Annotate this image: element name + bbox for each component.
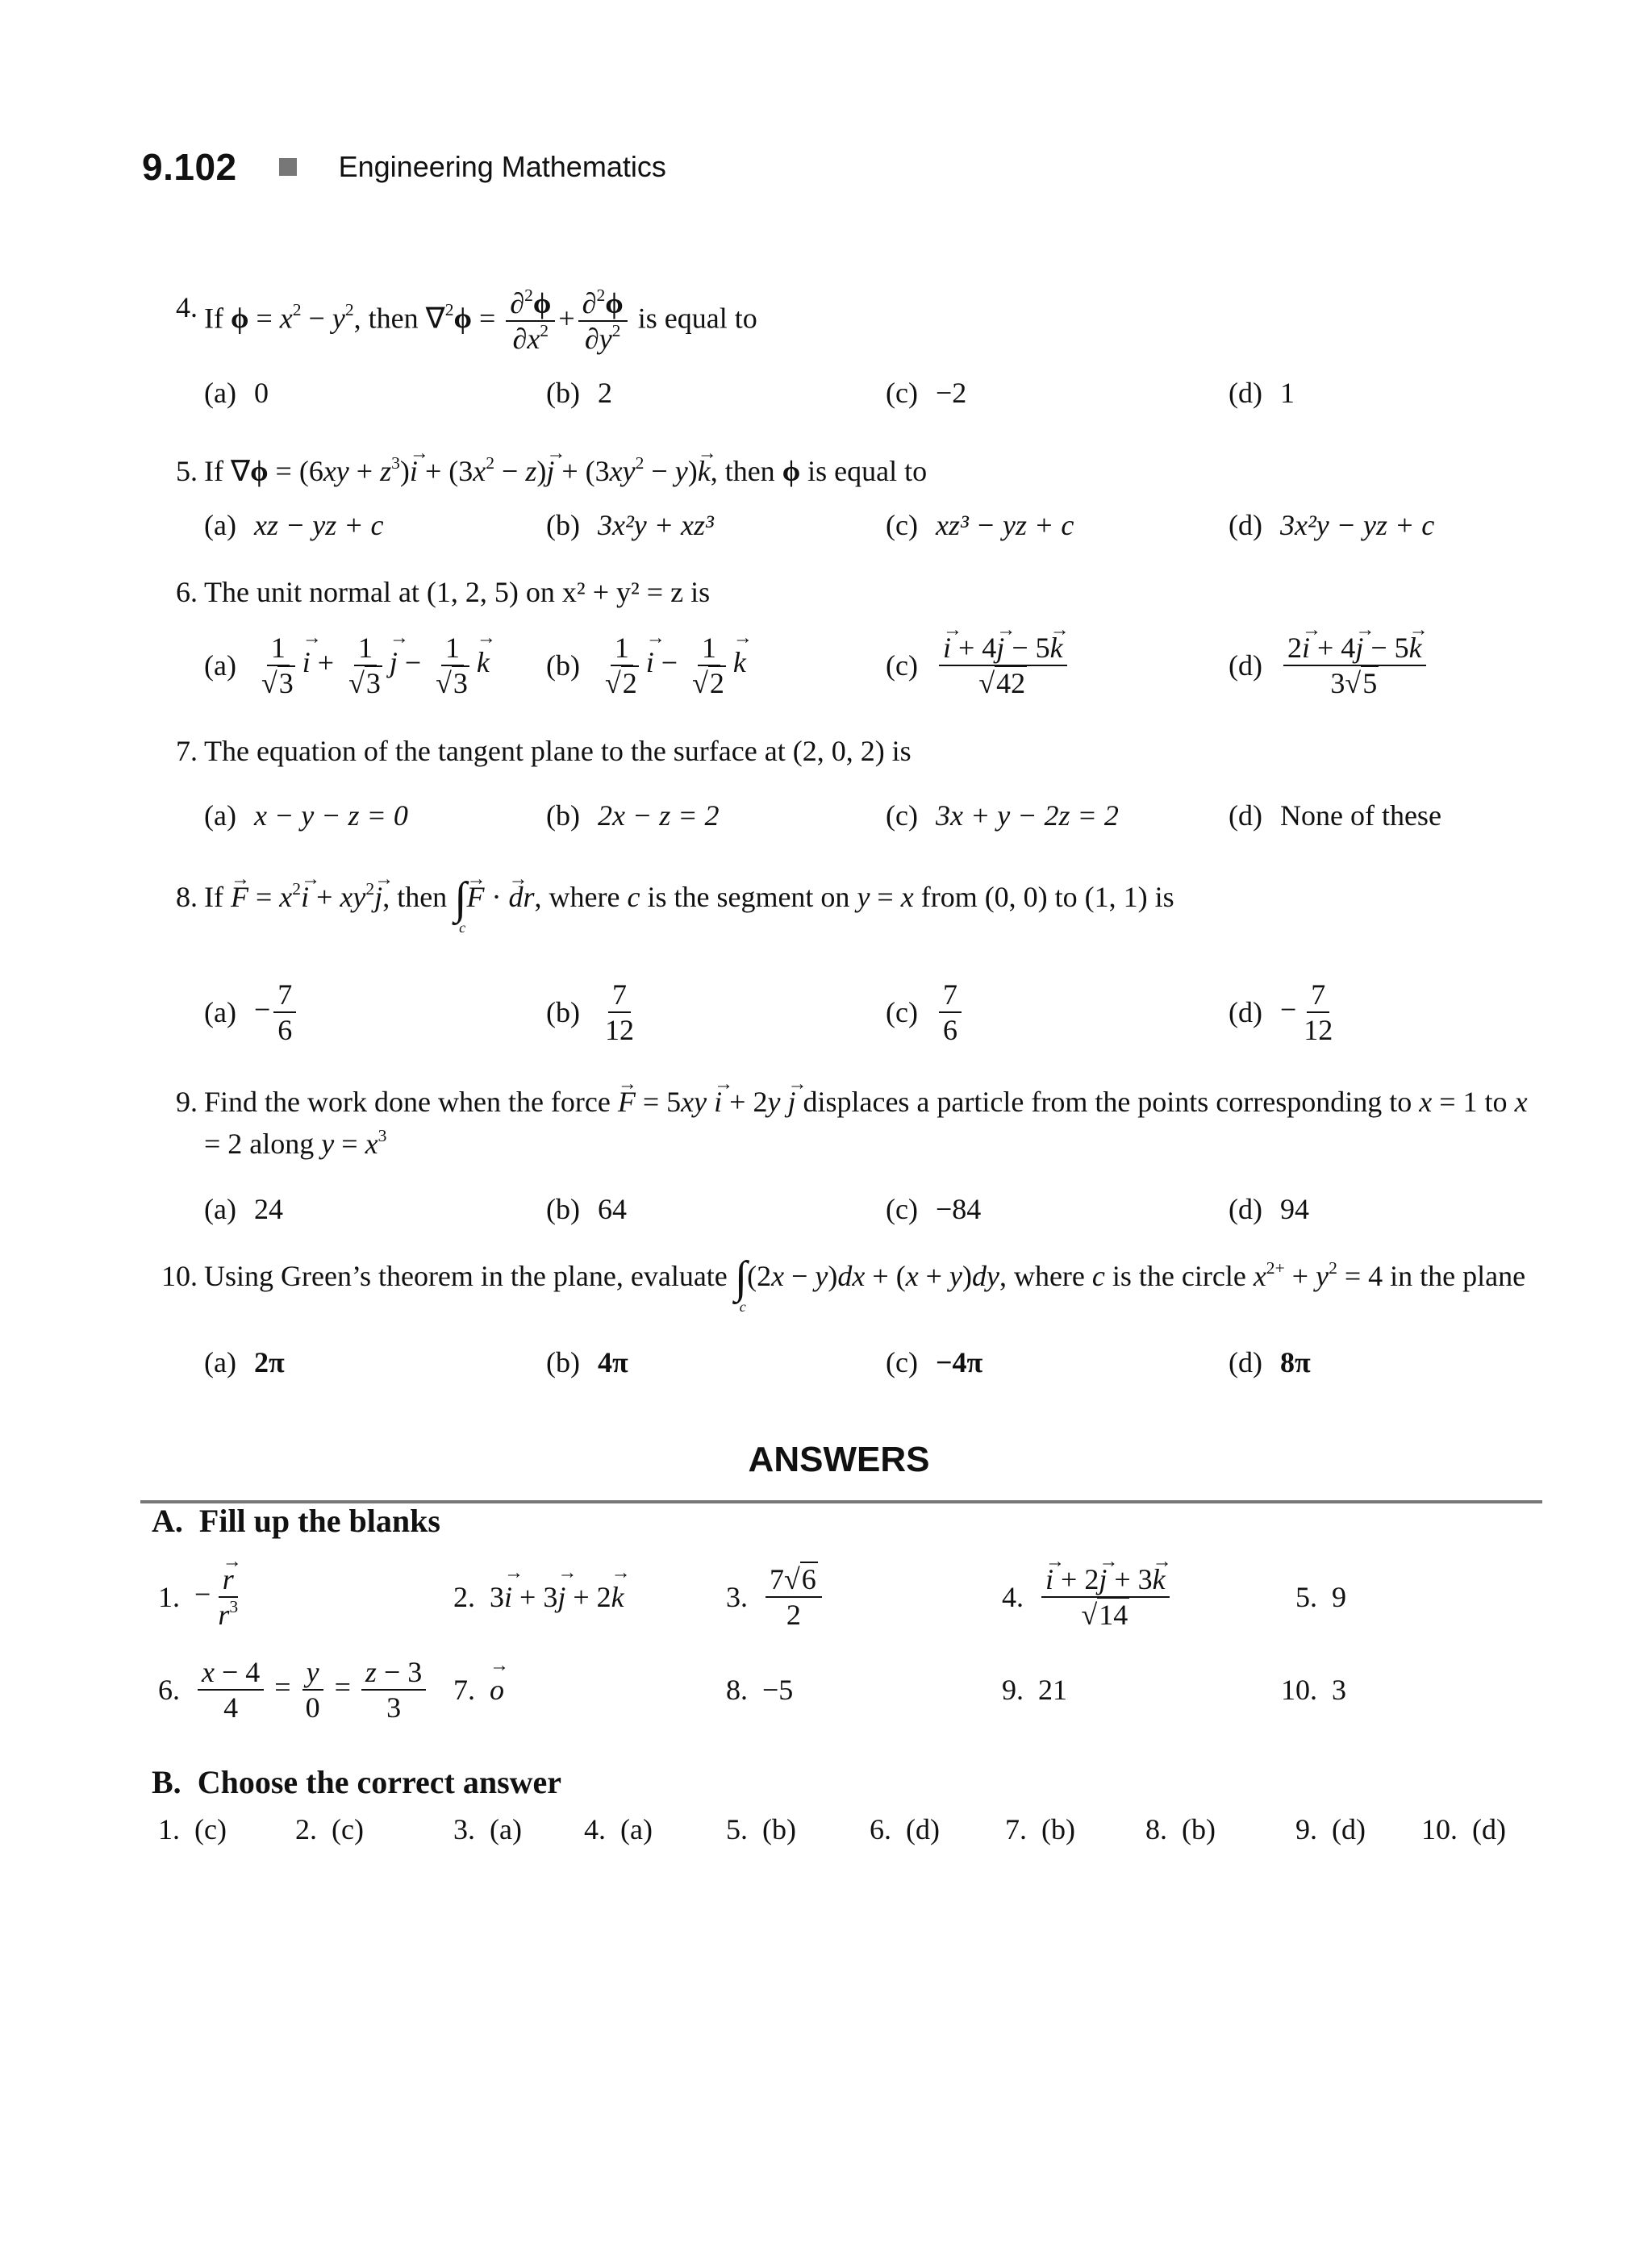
option-b[interactable]: (b) 2x − z = 2 xyxy=(546,799,720,832)
option-b[interactable]: (b) $\frac{1}{√2}$ → i − $\frac{1}{√2}$ → k xyxy=(546,625,746,706)
answer-math: $\frac{7√6}{2}$ xyxy=(766,1562,822,1632)
question-10 xyxy=(153,1253,1549,1315)
question-text: The unit normal at (1, 2, 5) on x² + y² = z is xyxy=(204,576,711,608)
answer-a-7: 7. → o xyxy=(453,1649,504,1730)
section-a-heading: A. Fill up the blanks xyxy=(152,1503,440,1539)
option-b[interactable]: (b) 2 xyxy=(546,377,612,409)
option-a[interactable]: (a) 24 xyxy=(204,1193,283,1225)
question-number: 9. xyxy=(176,1086,198,1118)
option-c[interactable]: (c) xz³ − yz + c xyxy=(886,509,1074,541)
question-number: 4. xyxy=(176,291,198,323)
answer-b-8: 8. (b) xyxy=(1145,1813,1216,1845)
answer-a-8: 8. −5 xyxy=(726,1674,794,1706)
option-a[interactable]: (a) x − y − z = 0 xyxy=(204,799,408,832)
option-c[interactable]: (c) 3x + y − 2z = 2 xyxy=(886,799,1119,832)
option-b[interactable]: (b) $\frac{7}{12}$ xyxy=(546,972,641,1053)
answer-b-3: 3. (a) xyxy=(453,1813,522,1845)
question-7 xyxy=(153,730,1549,772)
answer-b-5: 5. (b) xyxy=(726,1813,796,1845)
option-c-math: → $\frac{i + 4\to j - 5\to k}{√42}$ xyxy=(939,631,1067,700)
option-d[interactable]: (d) 8π xyxy=(1229,1346,1311,1378)
answer-b-1: 1. (c) xyxy=(158,1813,227,1845)
question-8 xyxy=(153,874,1549,936)
option-b[interactable]: (b) 64 xyxy=(546,1193,627,1225)
answers-heading: ANSWERS xyxy=(748,1440,930,1479)
question-text: The equation of the tangent plane to the surface at (2, 0, 2) is xyxy=(204,735,912,767)
question-text: $If \to F = x^2\to i + xy^2\to j$, then ∫ c → F · → dr, where c is the segment on y = x from (0, 0) to (1, 1) is xyxy=(204,876,1549,918)
answer-b-10: 10. (d) xyxy=(1421,1813,1506,1845)
answer-a-4: 4. → $\frac{i + 2\to j + 3\to k}{√14}$ xyxy=(1002,1557,1173,1637)
option-d[interactable]: (d) − $\frac{7}{12}$ xyxy=(1229,972,1340,1053)
question-text: Using Green’s theorem in the plane, evaluate ∫ c (2x − y)dx + (x + y)dy, where c is the circle $x^{2+} + y^2 = 4$ in the plane xyxy=(204,1253,1526,1315)
answer-a-2: 2. 3→ i + 3→ j + 2→ k xyxy=(453,1557,624,1637)
option-a[interactable]: (a) 2π xyxy=(204,1346,285,1378)
option-c[interactable]: (c) −2 xyxy=(886,377,967,409)
answer-math: 3→ i + 3→ j + 2→ k xyxy=(490,1580,624,1614)
question-number: 7. xyxy=(176,735,198,767)
option-a-math: $\frac{1}{√3}$ → i + $\frac{1}{√3}$ → j − $\frac{1}{√3}$ → k xyxy=(254,631,490,700)
question-9 xyxy=(153,1081,1549,1165)
option-d[interactable]: (d) 1 xyxy=(1229,377,1295,409)
answer-math: $\frac{x - 4}{4}$ = $\frac{y}{0}$ = $\frac{z - 3}{3}$ xyxy=(194,1655,429,1724)
answer-b-9: 9. (d) xyxy=(1295,1813,1366,1845)
option-c[interactable]: (c) −4π xyxy=(886,1346,983,1378)
answer-b-7: 7. (b) xyxy=(1005,1813,1075,1845)
option-d-math: − $\frac{7}{12}$ xyxy=(1279,978,1333,1046)
answer-a-3: 3. $\frac{7√6}{2}$ xyxy=(726,1557,825,1637)
answer-a-1: 1. − → $\frac{r}{r^3}$ xyxy=(158,1557,245,1637)
question-number: 6. xyxy=(176,576,198,608)
option-b[interactable]: (b) 3x²y + xz³ xyxy=(546,509,714,541)
option-a[interactable]: (a) 0 xyxy=(204,377,269,409)
option-a[interactable]: (a) − $\frac{7}{6}$ xyxy=(204,972,299,1053)
section-b-heading: B. Choose the correct answer xyxy=(152,1764,562,1800)
question-4 xyxy=(153,286,1549,356)
question-number: 5. xyxy=(176,455,198,487)
option-c-math: $\frac{7}{6}$ xyxy=(939,978,962,1047)
question-6 xyxy=(153,571,1549,613)
option-c[interactable]: (c) → $\frac{i + 4\to j - 5\to k}{√42}$ xyxy=(886,625,1070,706)
answer-math: − → $\frac{r}{r^3}$ xyxy=(194,1562,245,1632)
answer-a-9: 9. 21 xyxy=(1002,1674,1067,1706)
answer-b-4: 4. (a) xyxy=(584,1813,653,1845)
option-d[interactable]: (d) None of these xyxy=(1229,799,1441,832)
question-text: If $\nabla\phi = (6xy + z^3)\to i + (3x^2 - z)\to j + (3xy^2 - y)\to k$, then ϕ is equal to xyxy=(204,450,1549,492)
answer-b-6: 6. (d) xyxy=(870,1813,940,1845)
option-d[interactable]: (d) 94 xyxy=(1229,1193,1309,1225)
option-d[interactable]: (d) 3x²y − yz + c xyxy=(1229,509,1435,541)
answer-a-10: 10. 3 xyxy=(1281,1674,1346,1706)
question-text: If $\phi = x^2 - y^2$, then ∇$^2$ϕ = $\frac{\partial^2\phi}{\partial x^2}$ + $\frac{\partial^2\phi}{\partial y^2}$ is equal to xyxy=(204,285,757,355)
question-number: 10. xyxy=(161,1260,198,1292)
option-d-math: $\frac{2\to i + 4\to j - 5\to k}{3√5}$ xyxy=(1283,631,1426,700)
option-a-math: − $\frac{7}{6}$ xyxy=(254,978,299,1047)
option-c[interactable]: (c) −84 xyxy=(886,1193,982,1225)
question-number: 8. xyxy=(176,881,198,913)
option-b[interactable]: (b) 4π xyxy=(546,1346,628,1378)
answer-math: → $\frac{i + 2\to j + 3\to k}{√14}$ xyxy=(1041,1562,1170,1632)
answer-b-2: 2. (c) xyxy=(295,1813,364,1845)
option-b-math: $\frac{1}{√2}$ → i − $\frac{1}{√2}$ → k xyxy=(598,631,746,700)
book-title: Engineering Mathematics xyxy=(338,150,666,183)
option-c[interactable]: (c) $\frac{7}{6}$ xyxy=(886,972,965,1053)
answer-a-6: 6. $\frac{x - 4}{4}$ = $\frac{y}{0}$ = $\frac{z - 3}{3}$ xyxy=(158,1649,429,1730)
answer-a-5: 5. 9 xyxy=(1295,1581,1346,1613)
option-d[interactable]: (d) $\frac{2\to i + 4\to j - 5\to k}{3√5}$ xyxy=(1229,625,1429,706)
page-number: 9.102 xyxy=(142,146,237,188)
page-header xyxy=(142,145,666,189)
option-b-math: $\frac{7}{12}$ xyxy=(604,978,634,1046)
square-bullet-icon xyxy=(279,158,297,176)
option-a[interactable]: (a) xz − yz + c xyxy=(204,509,384,541)
option-a[interactable]: (a) $\frac{1}{√3}$ → i + $\frac{1}{√3}$ → j − $\frac{1}{√3}$ → k xyxy=(204,625,490,706)
question-5 xyxy=(153,450,1549,492)
question-text: Find the work done when the force → F = 5xy → i + 2y → j displaces a particle from the points corresponding to x = 1 to x = 2 along $y = x^3$ xyxy=(204,1081,1549,1165)
